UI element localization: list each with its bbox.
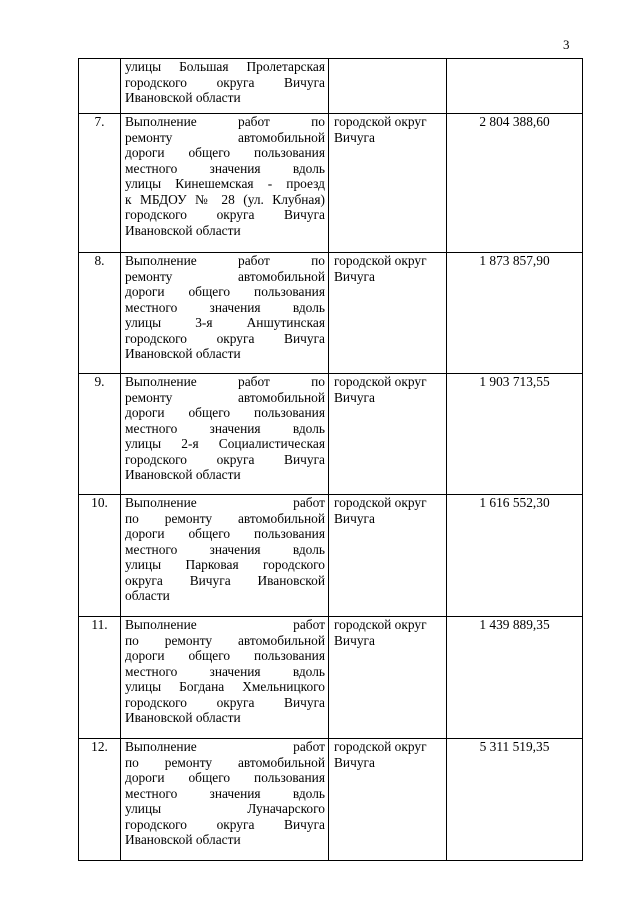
work-description-line: Ивановской области [125,222,241,238]
work-description-line: местного значения вдоль [125,160,325,176]
work-description [121,617,329,739]
work-description-line: городского округа Вичуга [125,694,325,710]
district: городской округ Вичуга [329,739,447,861]
row-number: 11. [79,617,121,739]
amount: 5 311 519,35 [447,739,583,861]
work-description-line: по ремонту автомобильной [125,510,325,526]
work-description-line: по ремонту автомобильной [125,754,325,770]
work-description-line: Выполнение работ [125,617,325,632]
work-description-line: городского округа Вичуга [125,816,325,832]
table-row [79,617,583,739]
work-description-line: по ремонту автомобильной [125,632,325,648]
work-description-line: Выполнение работ по [125,374,325,389]
amount: 1 903 713,55 [447,374,583,495]
work-description-line: округа Вичуга Ивановской [125,572,325,588]
work-description-line: дороги общего пользования [125,145,325,160]
amount: 1 616 552,30 [447,495,583,617]
table-row [79,374,583,495]
work-description-line: дороги общего пользования [125,770,325,785]
table-row [79,253,583,374]
work-description [121,374,329,495]
work-description-line: Ивановской области [125,90,241,105]
work-description-line: ремонту автомобильной [125,129,325,145]
work-description-line: улицы Парковая городского [125,557,325,572]
row-number: 8. [79,253,121,374]
district: городской округ Вичуга [329,617,447,739]
work-description-line: улицы Луначарского [125,801,325,816]
work-description-line: местного значения вдоль [125,663,325,679]
work-description-line: дороги общего пользования [125,648,325,663]
table-row [79,739,583,861]
work-description-line: Выполнение работ по [125,114,325,129]
table-row [79,495,583,617]
work-description-line: к МБДОУ № 28 (ул. Клубная) [125,191,325,207]
work-description-line: ремонту автомобильной [125,268,325,284]
amount: 1 439 889,35 [447,617,583,739]
district: городской округ Вичуга [329,495,447,617]
district: городской округ Вичуга [329,114,447,253]
work-description-line: местного значения вдоль [125,785,325,801]
amount: 2 804 388,60 [447,114,583,253]
work-description-line: городского округа Вичуга [125,330,325,346]
work-description-line: Ивановской области [125,467,241,482]
work-description-line: Выполнение работ [125,739,325,754]
district: городской округ Вичуга [329,374,447,495]
district: городской округ Вичуга [329,253,447,374]
work-description-line: местного значения вдоль [125,541,325,557]
work-description-line: местного значения вдоль [125,420,325,436]
work-description-line: дороги общего пользования [125,284,325,299]
work-description-line: дороги общего пользования [125,405,325,420]
work-description-line: улицы Кинешемская - проезд [125,176,325,191]
work-description-line: Ивановской области [125,346,241,361]
work-description-line: улицы 2-я Социалистическая [125,436,325,451]
row-number: 7. [79,114,121,253]
work-description-line: ремонту автомобильной [125,389,325,405]
work-description-line: области [125,588,170,603]
work-description-line: улицы 3-я Аншутинская [125,315,325,330]
work-description-line: городского округа Вичуга [125,74,325,90]
work-description [121,114,329,253]
work-description [121,59,329,114]
work-description-line: Ивановской области [125,710,241,725]
works-table [78,58,583,861]
table-row [79,114,583,253]
amount [447,59,583,114]
work-description [121,253,329,374]
work-description-line: городского округа Вичуга [125,207,325,222]
work-description-line: улицы Большая Пролетарская [125,59,325,74]
work-description [121,495,329,617]
row-number: 12. [79,739,121,861]
work-description-line: Выполнение работ по [125,253,325,268]
work-description-line: городского округа Вичуга [125,451,325,467]
work-description-line: Ивановской области [125,832,241,847]
work-description-line: дороги общего пользования [125,526,325,541]
row-number: 9. [79,374,121,495]
row-number [79,59,121,114]
work-description-line: местного значения вдоль [125,299,325,315]
work-description-line: Выполнение работ [125,495,325,510]
work-description-line: улицы Богдана Хмельницкого [125,679,325,694]
amount: 1 873 857,90 [447,253,583,374]
row-number: 10. [79,495,121,617]
district [329,59,447,114]
work-description [121,739,329,861]
page-number: 3 [563,37,570,52]
table-row [79,59,583,114]
